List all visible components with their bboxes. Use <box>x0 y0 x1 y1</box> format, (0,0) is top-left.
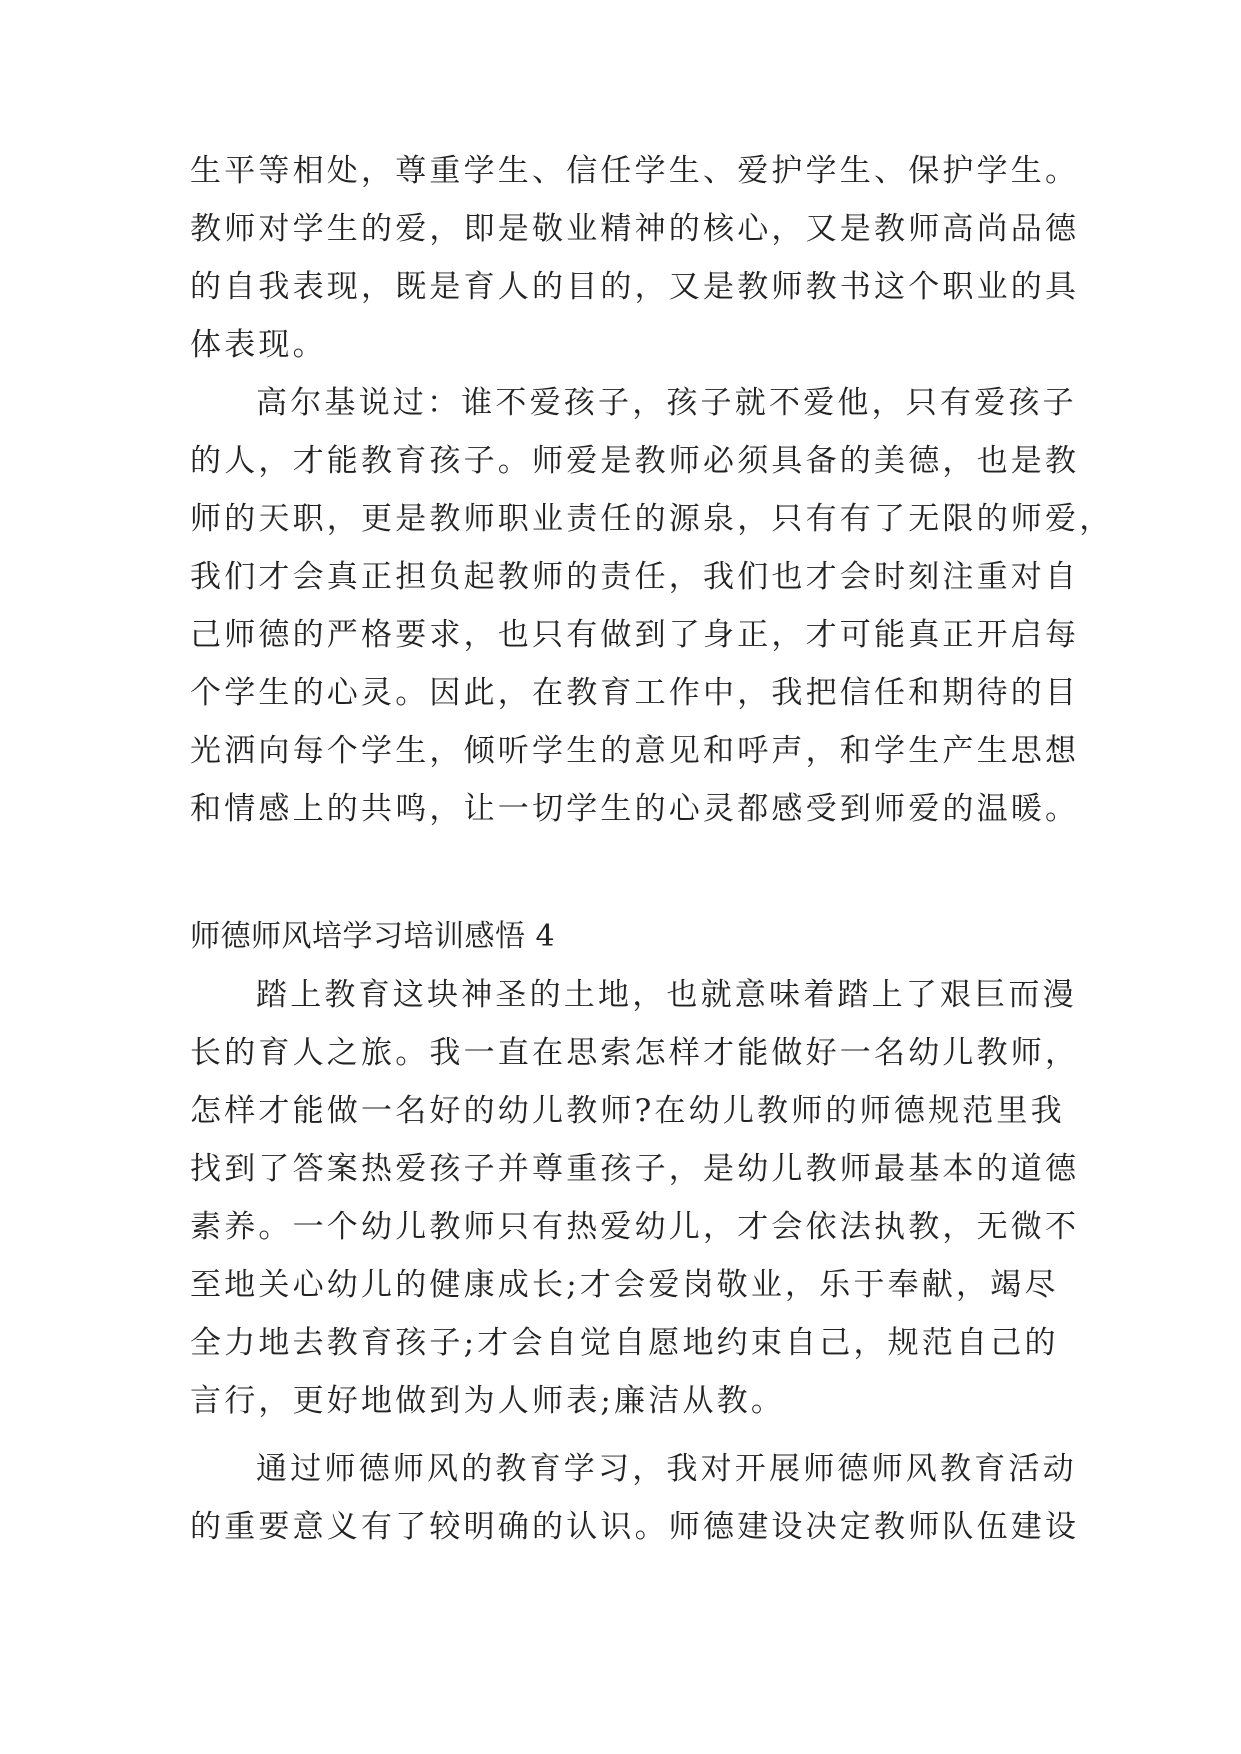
text-line: 全力地去教育孩子;才会自觉自愿地约束自己，规范自己的 <box>190 1325 1059 1361</box>
text-line: 个学生的心灵。因此，在教育工作中，我把信任和期待的目 <box>190 675 1080 711</box>
text-line: 生平等相处，尊重学生、信任学生、爱护学生、保护学生。 <box>190 153 1080 189</box>
paragraph-gorky <box>190 374 1114 838</box>
paragraph-study <box>190 1440 1080 1556</box>
text-line: 言行，更好地做到为人师表;廉洁从教。 <box>190 1383 786 1419</box>
text-line: 的自我表现，既是育人的目的，又是教师教书这个职业的具 <box>190 269 1080 305</box>
text-line: 教师对学生的爱，即是敬业精神的核心，又是教师高尚品德 <box>190 211 1080 247</box>
text-line: 光洒向每个学生，倾听学生的意见和呼声，和学生产生思想 <box>190 733 1080 769</box>
text-line: 的重要意义有了较明确的认识。师德建设决定教师队伍建设 <box>190 1509 1080 1545</box>
text-line: 踏上教育这块神圣的土地，也就意味着踏上了艰巨而漫 <box>256 977 1077 1013</box>
text-line: 和情感上的共鸣，让一切学生的心灵都感受到师爱的温暖。 <box>190 791 1080 827</box>
text-line: 长的育人之旅。我一直在思索怎样才能做好一名幼儿教师， <box>190 1035 1080 1071</box>
text-line: 至地关心幼儿的健康成长;才会爱岗敬业，乐于奉献，竭尽 <box>190 1267 1059 1303</box>
paragraph-continuation <box>190 142 1080 374</box>
text-line: 我们才会真正担负起教师的责任，我们也才会时刻注重对自 <box>190 559 1080 595</box>
text-line: 素养。一个幼儿教师只有热爱幼儿，才会依法执教，无微不 <box>190 1209 1080 1245</box>
text-line: 的人，才能教育孩子。师爱是教师必须具备的美德，也是教 <box>190 443 1080 479</box>
text-line: 通过师德师风的教育学习，我对开展师德师风教育活动 <box>256 1451 1077 1487</box>
text-line: 体表现。 <box>190 327 327 363</box>
text-line: 怎样才能做一名好的幼儿教师?在幼儿教师的师德规范里我 <box>190 1093 1065 1129</box>
text-line: 找到了答案热爱孩子并尊重孩子，是幼儿教师最基本的道德 <box>190 1151 1080 1187</box>
section-heading: 师德师风培学习培训感悟 4 <box>190 919 556 954</box>
text-line: 己师德的严格要求，也只有做到了身正，才可能真正开启每 <box>190 617 1080 653</box>
text-line: 师的天职，更是教师职业责任的源泉，只有有了无限的师爱， <box>190 501 1114 537</box>
text-line: 高尔基说过：谁不爱孩子，孩子就不爱他，只有爱孩子 <box>256 385 1077 421</box>
paragraph-journey <box>190 966 1080 1430</box>
